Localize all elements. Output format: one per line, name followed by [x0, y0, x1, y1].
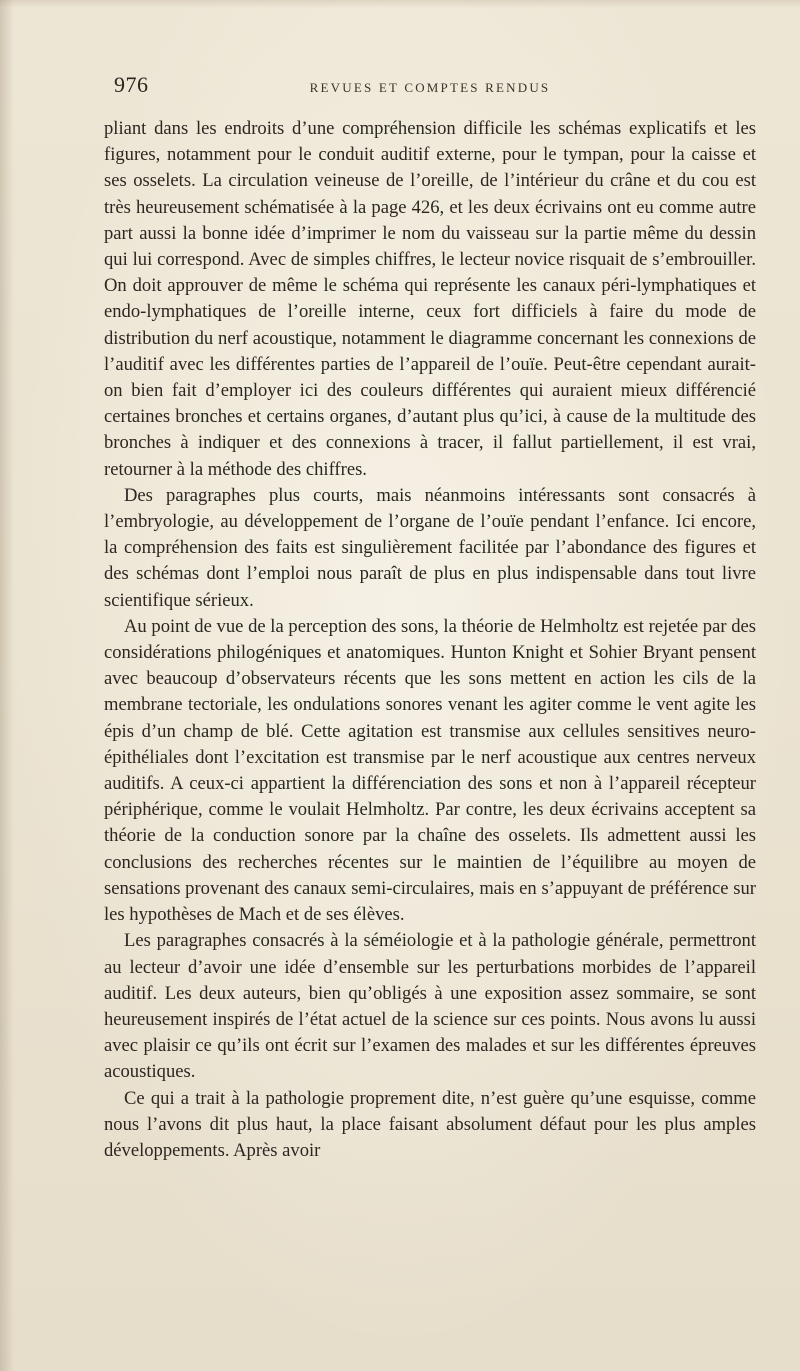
running-head: REVUES ET COMPTES RENDUS: [309, 80, 551, 95]
paragraph-5: Ce qui a trait à la pathologie proprement dite, n’est guère qu’une esquisse, comme nous l’avons dit plus haut, la place faisant absolument défaut pour les plus amples développements. Après avoir: [104, 1087, 756, 1161]
paragraph-1: pliant dans les endroits d’une compréhension difficile les schémas explicatifs et les figures, notamment pour le conduit auditif externe, pour le tympan, pour la caisse et ses osselets. La circulation veineuse de l’oreille, de l’intérieur du crâne et du cou est très heureusement schématisée à la page 426, et les deux écrivains ont eu comme autre part aussi la bonne idée d’imprimer le nom du vaisseau sur la partie même du dessin qui lui correspond. Avec de simples chiffres, le lecteur novice risquait de s’embrouiller. On doit approuver de même le schéma qui représente les canaux péri-lymphatiques et endo-lymphatiques de l’oreille interne, ceux fort difficiels à faire du mode de distribution du nerf acoustique, notamment le diagramme concernant les connexions de l’auditif avec les différentes parties de l’appareil de l’ouïe. Peut-être cependant aurait-on bien fait d’employer ici des couleurs différentes qui auraient mieux différencié certaines bronches et certains organes, d’autant plus qu’ici, à cause de la multitude des bronches à indiquer et des connexions à tracer, il fallut partiellement, il est vrai, retourner à la méthode des chiffres.: [104, 118, 756, 480]
page-header: [104, 72, 756, 102]
page-number: 976: [114, 72, 149, 97]
body-text: [104, 116, 756, 1164]
paragraph-3: Au point de vue de la perception des sons, la théorie de Helmholtz est rejetée par des considérations philogéniques et anatomiques. Hunton Knight et Sohier Bryant pensent avec beaucoup d’observateurs récents que les sons mettent en action les cils de la membrane tectoriale, les ondulations sonores venant les agiter comme le vent agite les épis d’un champ de blé. Cette agitation est transmise aux cellules sensitives neuro-épithéliales dont l’excitation est transmise par le nerf acoustique aux centres nerveux auditifs. A ceux-ci appartient la différenciation des sons et non à l’appareil récepteur périphérique, comme le voulait Helmholtz. Par contre, les deux écrivains acceptent sa théorie de la conduction sonore par la chaîne des osselets. Ils admettent aussi les conclusions des recherches récentes sur le maintien de l’équilibre au moyen de sensations provenant des canaux semi-circulaires, mais en s’appuyant de préférence sur les hypothèses de Mach et de ses élèves.: [104, 615, 756, 926]
paragraph-4: Les paragraphes consacrés à la séméiologie et à la pathologie générale, permettront au lecteur d’avoir une idée d’ensemble sur les perturbations morbides de l’appareil auditif. Les deux auteurs, bien qu’obligés à une exposition assez sommaire, se sont heureusement inspirés de l’état actuel de la science sur ces points. Nous avons lu aussi avec plaisir ce qu’ils ont écrit sur l’examen des malades et sur les différentes épreuves acoustiques.: [104, 930, 756, 1083]
paragraph-2: Des paragraphes plus courts, mais néanmoins intéressants sont consacrés à l’embryologie, au développement de l’organe de l’ouïe pendant l’enfance. Ici encore, la compréhension des faits est singulièrement facilitée par l’abondance des figures et des schémas dont l’emploi nous paraît de plus en plus indispensable dans tout livre scientifique sérieux.: [104, 484, 756, 611]
top-edge-shadow: [0, 0, 800, 8]
binding-shadow: [0, 0, 14, 1371]
